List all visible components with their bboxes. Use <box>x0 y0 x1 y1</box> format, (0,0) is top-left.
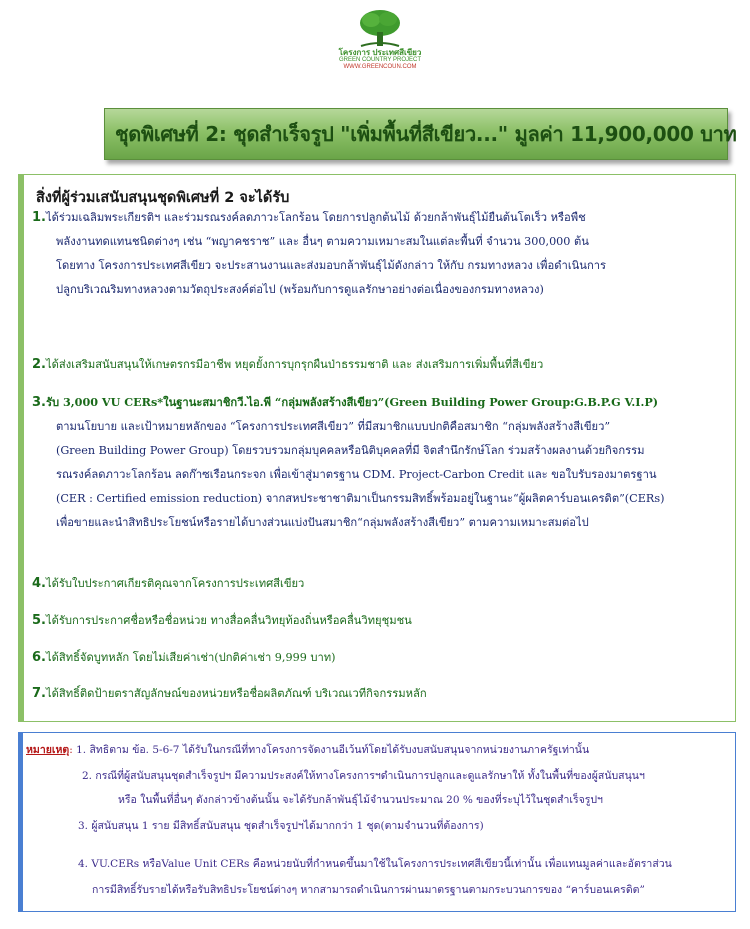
benefit-item-2 <box>32 353 732 377</box>
tree-icon <box>357 8 403 48</box>
item-number: 2. <box>32 357 46 372</box>
item-line: ปลูกบริเวณริมทางหลวงตามวัตถุประสงค์ต่อไป (พร้อมกับการดูแลรักษาอย่างต่อเนื่องของกรมทางหลวง) <box>56 283 544 296</box>
item-number: 3. <box>32 395 46 410</box>
item-line: เพื่อขายและนำสิทธิประโยชน์หรือรายได้บางส่วนแบ่งปันสมาชิก“กลุ่มพลังสร้างสีเขียว” ตามความเหมาะสมต่อไป <box>56 516 589 529</box>
item-line: ได้ส่งเสริมสนับสนุนให้เกษตรกรมีอาชีพ หยุดยั้งการบุกรุกผืนป่าธรรมชาติ และ ส่งเสริมการเพิ่มพื้นที่สีเขียว <box>45 358 544 371</box>
item-line: ได้สิทธิ์จัดบูทหลัก โดยไม่เสียค่าเช่า(ปกติค่าเช่า 9,999 บาท) <box>45 651 336 664</box>
project-logo <box>325 8 435 78</box>
benefit-item-5 <box>32 609 732 633</box>
note-4b: การมีสิทธิ์รับรายได้หรือรับสิทธิประโยชน์ต่างๆ หากสามารถดำเนินการผ่านมาตรฐานตามกระบวนการของ “คาร์บอนเครดิต” <box>92 884 645 896</box>
item-number: 5. <box>32 613 46 628</box>
item-line: โดยทาง โครงการประเทศสีเขียว จะประสานงานและส่งมอบกล้าพันธุ์ไม้ดังกล่าว ให้กับ กรมทางหลวง เพื่อดำเนินการ <box>56 259 607 272</box>
note-3: 3. ผู้สนับสนุน 1 ราย มีสิทธิ์สนับสนุน ชุดสำเร็จรูปฯได้มากกว่า 1 ชุด(ตามจำนวนที่ต้องการ) <box>78 820 484 832</box>
package-banner <box>104 108 737 160</box>
notes-label: หมายเหตุ <box>26 744 70 756</box>
item-line: พลังงานทดแทนชนิดต่างๆ เช่น “พญาคชราช” และ อื่นๆ ตามความเหมาะสมในแต่ละพื้นที่ จำนวน 300,000 ต้น <box>56 235 589 248</box>
note-text: 1. สิทธิตาม ข้อ. 5-6-7 ได้รับในกรณีที่ทางโครงการจัดงานอีเว้นท์โดยได้รับงบสนับสนุนจากหน่วยงานภาครัฐเท่านั้น <box>76 744 590 756</box>
note-4a: 4. VU.CERs หรือValue Unit CERs คือหน่วยนับที่กำหนดขึ้นมาใช้ในโครงการประเทศสีเขียวนี้เท่านั้น เพื่อแทนมูลค่าและอัตราส่วน <box>78 858 672 870</box>
item-line: ตามนโยบาย และเป้าหมายหลักของ “โครงการประเทศสีเขียว” ที่มีสมาชิกแบบปกติคือสมาชิก “กลุ่มพลังสร้างสีเขียว” <box>56 420 611 433</box>
item-line: รณรงค์ลดภาวะโลกร้อน ลดก๊าซเรือนกระจก เพื่อเข้าสู่มาตรฐาน CDM. Project-Carbon Credit และ ขอใบรับรองมาตรฐาน <box>56 468 657 481</box>
item-line: ได้รับการประกาศชื่อหรือชื่อหน่วย ทางสื่อคลื่นวิทยุท้องถิ่นหรือคลื่นวิทยุชุมชน <box>45 614 412 627</box>
item-line: (Green Building Power Group) โดยรวบรวมกลุ่มบุคคลหรือนิติบุคคลที่มี จิตสำนึกรักษ์โลก ร่วมสร้างผลงานด้วยกิจกรรม <box>56 444 645 457</box>
benefit-item-3 <box>32 390 732 535</box>
item-line: (CER : Certified emission reduction) จากสหประชาชาติมาเป็นกรรมสิทธิ์พร้อมอยู่ในฐานะ“ผู้ผลิตคาร์บอนเครดิต”(CERs) <box>56 492 665 505</box>
logo-english-name: GREEN COUNTRY PROJECT <box>338 57 422 63</box>
benefit-item-7 <box>32 682 732 706</box>
item-line: รับ 3,000 VU CERs*ในฐานะสมาชิกวี.ไอ.พี “กลุ่มพลังสร้างสีเขียว”(Green Building Power Group:G.B.P.G V.I.P) <box>45 395 659 409</box>
logo-thai-name: โครงการ ประเทศสีเขียว <box>338 48 422 57</box>
item-line: ได้ร่วมเฉลิมพระเกียรติฯ และร่วมรณรงค์ลดภาวะโลกร้อน โดยการปลูกต้นไม้ ด้วยกล้าพันธุ์ไม้ยืนต้นโตเร็ว หรือพืช <box>45 211 586 224</box>
item-number: 4. <box>32 576 46 591</box>
banner-title: ชุดพิเศษที่ 2: ชุดสำเร็จรูป "เพิ่มพื้นที่สีเขียว..." มูลค่า 11,900,000 บาท <box>115 122 737 146</box>
benefits-heading: สิ่งที่ผู้ร่วมเสนับสนุนชุดพิเศษที่ 2 จะได้รับ <box>36 190 290 206</box>
item-number: 7. <box>32 686 46 701</box>
benefit-item-4 <box>32 572 732 596</box>
item-line: ได้รับใบประกาศเกียรติคุณจากโครงการประเทศสีเขียว <box>45 577 305 590</box>
item-number: 6. <box>32 650 46 665</box>
item-line: ได้สิทธิ์ติดป้ายตราสัญลักษณ์ของหน่วยหรือชื่อผลิตภัณฑ์ บริเวณเวทีกิจกรรมหลัก <box>45 687 427 700</box>
note-1: หมายเหตุ: 1. สิทธิตาม ข้อ. 5-6-7 ได้รับในกรณีที่ทางโครงการจัดงานอีเว้นท์โดยได้รับงบสนับสนุนจากหน่วยงานภาครัฐเท่านั้น <box>26 744 590 756</box>
item-number: 1. <box>32 210 46 225</box>
benefit-item-6 <box>32 646 732 670</box>
note-2a: 2. กรณีที่ผู้สนับสนุนชุดสำเร็จรูปฯ มีความประสงค์ให้ทางโครงการฯดำเนินการปลูกและดูแลรักษาให้ ทั้งในพื้นที่ของผู้สนับสนุนฯ <box>82 770 645 782</box>
note-2b: หรือ ในพื้นที่อื่นๆ ดังกล่าวข้างต้นนั้น จะได้รับกล้าพันธุ์ไม้จำนวนประมาณ 20 % ของที่ระบุไว้ในชุดสำเร็จรูปฯ <box>118 794 603 806</box>
logo-website: WWW.GREENCOUN.COM <box>343 64 417 70</box>
benefit-item-1 <box>32 206 732 302</box>
